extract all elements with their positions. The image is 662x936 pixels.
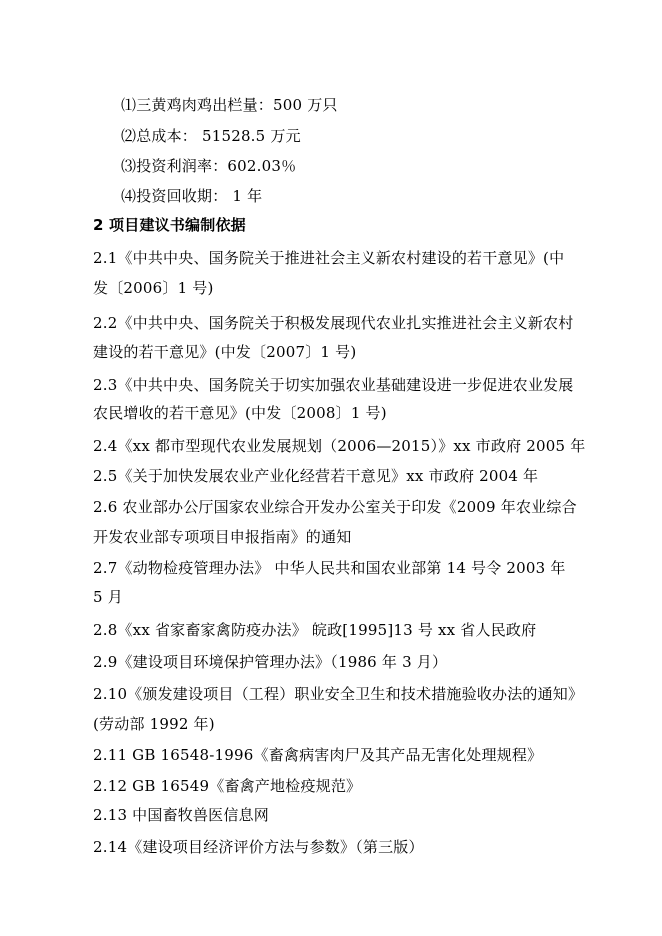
basis-line: 2.1《中共中央、国务院关于推进社会主义新农村建设的若干意见》(中 <box>93 249 565 267</box>
summary-line-output: ⑴三黄鸡肉鸡出栏量：500 万只 <box>121 96 338 114</box>
basis-line: 农民增收的若干意见》(中发〔2008〕1 号) <box>93 404 387 422</box>
basis-line: 2.5《关于加快发展农业产业化经营若干意见》xx 市政府 2004 年 <box>93 467 539 485</box>
basis-line: 2.4《xx 都市型现代农业发展规划（2006—2015）》xx 市政府 2005 年 <box>93 437 586 455</box>
basis-line: 2.9《建设项目环境保护管理办法》（1986 年 3 月） <box>93 653 448 671</box>
section-heading: 2 项目建议书编制依据 <box>93 216 246 234</box>
basis-line: 2.3《中共中央、国务院关于切实加强农业基础建设进一步促进农业发展 <box>93 376 574 394</box>
basis-line: 2.13 中国畜牧兽医信息网 <box>93 806 269 824</box>
summary-line-profit-rate: ⑶投资利润率：602.03％ <box>121 157 297 175</box>
basis-line: 2.6 农业部办公厅国家农业综合开发办公室关于印发《2009 年农业综合 <box>93 498 577 516</box>
basis-line: 2.12 GB 16549《畜禽产地检疫规范》 <box>93 777 362 795</box>
basis-line: 2.7《动物检疫管理办法》 中华人民共和国农业部第 14 号令 2003 年 <box>93 559 566 577</box>
summary-line-payback: ⑷投资回收期： 1 年 <box>121 187 263 205</box>
basis-line: 发〔2006〕1 号) <box>93 279 214 297</box>
summary-line-total-cost: ⑵总成本： 51528.5 万元 <box>121 127 301 145</box>
basis-line: 开发农业部专项项目申报指南》的通知 <box>93 528 352 546</box>
basis-line: 5 月 <box>93 588 123 606</box>
basis-line: 2.10《颁发建设项目（工程）职业安全卫生和技术措施验收办法的通知》 <box>93 685 584 703</box>
basis-line: 建设的若干意见》(中发〔2007〕1 号) <box>93 343 357 361</box>
basis-line: 2.14《建设项目经济评价方法与参数》（第三版） <box>93 838 424 856</box>
basis-line: 2.11 GB 16548-1996《畜禽病害肉尸及其产品无害化处理规程》 <box>93 746 543 764</box>
basis-line: (劳动部 1992 年) <box>93 715 215 733</box>
basis-line: 2.8《xx 省家畜家禽防疫办法》 皖政[1995]13 号 xx 省人民政府 <box>93 621 537 639</box>
basis-line: 2.2《中共中央、国务院关于积极发展现代农业扎实推进社会主义新农村 <box>93 314 574 332</box>
